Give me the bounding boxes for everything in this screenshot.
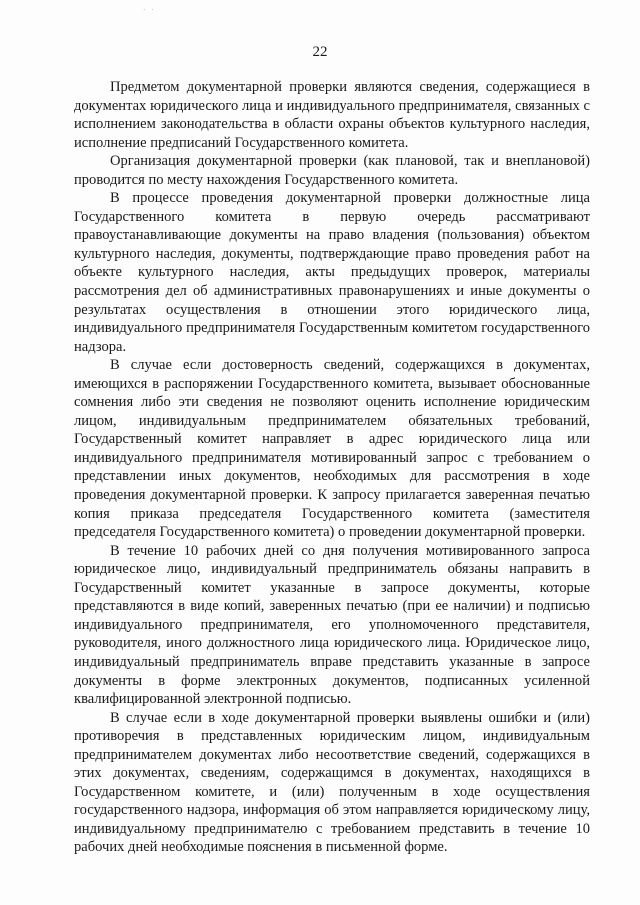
document-body	[74, 78, 590, 857]
paragraph-subject-of-inspection: Предметом документарной проверки являются сведения, содержащиеся в документах юридического лица и индивидуального предпринимателя, связанных с исполнением законодательства в области охраны объектов культурного наследия, исполнение предписаний Государственного комитета.	[74, 79, 590, 151]
paragraph-document-submission: В течение 10 рабочих дней со дня получения мотивированного запроса юридическое лицо, индивидуальный предприниматель обязаны направить в Государственный комитет указанные в запросе документы, которые представляются в виде копий, заверенных печатью (при ее наличии) и подписью индивидуального предпринимателя, его уполномоченного представителя, руководителя, иного должностного лица юридического лица. Юридическое лицо, индивидуальный предприниматель вправе представить указанные в запросе документы в форме электронных документов, подписанных усиленной квалифицированной электронной подписью.	[74, 542, 590, 708]
paragraph-inspection-location: Организация документарной проверки (как плановой, так и внеплановой) проводится по месту нахождения Государственного комитета.	[74, 153, 590, 188]
paragraph-errors-and-explanations: В случае если в ходе документарной проверки выявлены ошибки и (или) противоречия в представленных юридическим лицом, индивидуальным предпринимателем документах либо несоответствие сведений, содержащихся в этих документах, сведениям, содержащимся в документах, находящихся в Государственном комитете, и (или) полученным в ходе осуществления государственного надзора, информация об этом направляется юридическому лицу, индивидуальному предпринимателю с требованием представить в течение 10 рабочих дней необходимые пояснения в письменной форме.	[74, 709, 590, 856]
page-number: 22	[312, 44, 328, 60]
scan-artifact: · ·	[143, 6, 156, 14]
paragraph-documents-reviewed: В процессе проведения документарной проверки должностные лица Государственного комитета в первую очередь рассматривают правоустанавливающие документы на право владения (пользования) объектом культурного наследия, документы, подтверждающие право проведения работ на объекте культурного наследия, акты предыдущих проверок, материалы рассмотрения дел об административных правонарушениях и иные документы о результатах осуществления в отношении этого юридического лица, индивидуального предпринимателя Государственным комитетом государственного надзора.	[74, 190, 590, 355]
paragraph-reasoned-request: В случае если достоверность сведений, содержащихся в документах, имеющихся в распоряжении Государственного комитета, вызывает обоснованные сомнения либо эти сведения не позволяют оценить исполнение юридическим лицом, индивидуальным предпринимателем обязательных требований, Государственный комитет направляет в адрес юридического лица или индивидуального предпринимателя мотивированный запрос с требованием о представлении иных документов, необходимых для рассмотрения в ходе проведения документарной проверки. К запросу прилагается заверенная печатью копия приказа председателя Государственного комитета (заместителя председателя Государственного комитета) о проведении документарной проверки.	[74, 357, 590, 541]
